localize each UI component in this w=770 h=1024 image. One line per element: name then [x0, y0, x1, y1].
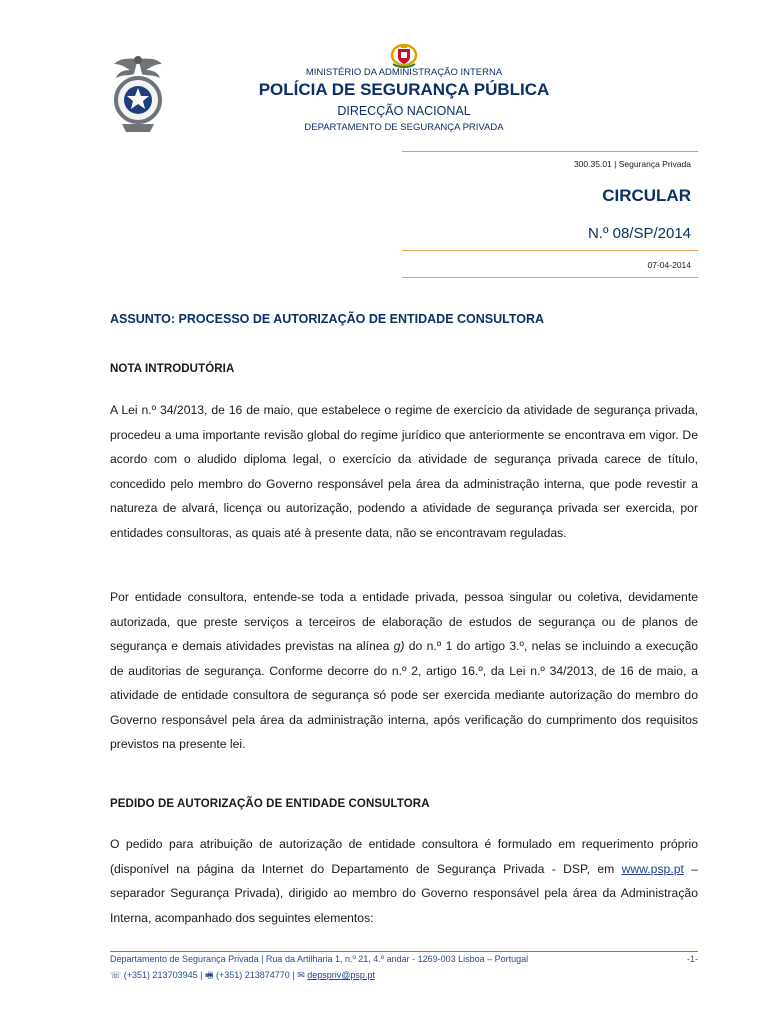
request-heading: PEDIDO DE AUTORIZAÇÃO DE ENTIDADE CONSULTORA	[110, 798, 430, 810]
ministry-name: MINISTÉRIO DA ADMINISTRAÇÃO INTERNA	[305, 67, 503, 78]
footer-fax: (+351) 213874770	[216, 970, 290, 980]
fax-icon: 🖷	[204, 970, 214, 980]
document-date: 07-04-2014	[647, 260, 691, 270]
divider-top	[402, 151, 698, 152]
intro-paragraph-1: A Lei n.º 34/2013, de 16 de maio, que estabelece o regime de exercício da atividade de segurança privada, procedeu a uma importante revisão global do regime jurídico que anteriormente se encontrava em vigor. De acordo com o aludido diploma legal, o exercício da atividade de segurança privada carece de título, concedido pelo membro do Governo responsável pela área da administração interna, que pode revestir a natureza de alvará, licença ou autorização, podendo a atividade de segurança privada ser exercida, por entidades consultoras, as quais até à presente data, não se encontravam reguladas.	[110, 403, 698, 540]
circular-number: N.º 08/SP/2014	[587, 225, 691, 242]
subject-line: ASSUNTO: PROCESSO DE AUTORIZAÇÃO DE ENTIDADE CONSULTORA	[110, 312, 545, 326]
footer-address: Departamento de Segurança Privada | Rua da Artilharia 1, n.º 21, 4.º andar - 1269-003 Lisboa – Portugal	[110, 954, 529, 964]
document-reference: 300.35.01 | Segurança Privada	[573, 159, 691, 169]
page-number: -1-	[687, 954, 698, 964]
footer-divider	[110, 951, 698, 952]
document-type: CIRCULAR	[602, 186, 691, 205]
department-name: DEPARTAMENTO DE SEGURANÇA PRIVADA	[304, 122, 504, 133]
footer-email-link[interactable]: depspriv@psp.pt	[307, 970, 375, 980]
email-icon: ✉	[297, 970, 305, 980]
footer-contacts: ☏ (+351) 213703945 | 🖷 (+351) 213874770 | ✉ depspriv@psp.pt	[110, 970, 375, 980]
phone-icon: ☏	[110, 970, 122, 980]
directorate-name: DIRECÇÃO NACIONAL	[337, 104, 471, 118]
divider-middle	[402, 250, 698, 251]
footer-phone: (+351) 213703945	[123, 970, 198, 980]
police-name: POLÍCIA DE SEGURANÇA PÚBLICA	[258, 80, 550, 99]
intro-heading: NOTA INTRODUTÓRIA	[110, 363, 235, 375]
republic-coat-of-arms-logo	[389, 42, 419, 68]
psp-website-link[interactable]: www.psp.pt	[621, 861, 684, 876]
divider-bottom	[402, 277, 698, 278]
request-paragraph: O pedido para atribuição de autorização de entidade consultora é formulado em requerimento próprio (disponível na página da Internet do Departamento de Segurança Privada - DSP, em www.psp.pt – separador Segurança Privada), dirigido ao membro do Governo responsável pela área da Administração Interna, acompanhado dos seguintes elementos:	[110, 837, 698, 925]
intro-paragraph-2: Por entidade consultora, entende-se toda a entidade privada, pessoa singular ou coletiva, devidamente autorizada, que preste serviços a terceiros de elaboração de estudos de segurança ou de planos de segurança e demais atividades previstas na alínea g) do n.º 1 do artigo 3.º, nelas se incluindo a execução de auditorias de segurança. Conforme decorre do n.º 2, artigo 16.º, da Lei n.º 34/2013, de 16 de maio, a atividade de entidade consultora de segurança só pode ser exercida mediante autorização do membro do Governo responsável pela área da administração interna, após verificação do cumprimento dos requisitos previstos na presente lei.	[110, 590, 698, 751]
